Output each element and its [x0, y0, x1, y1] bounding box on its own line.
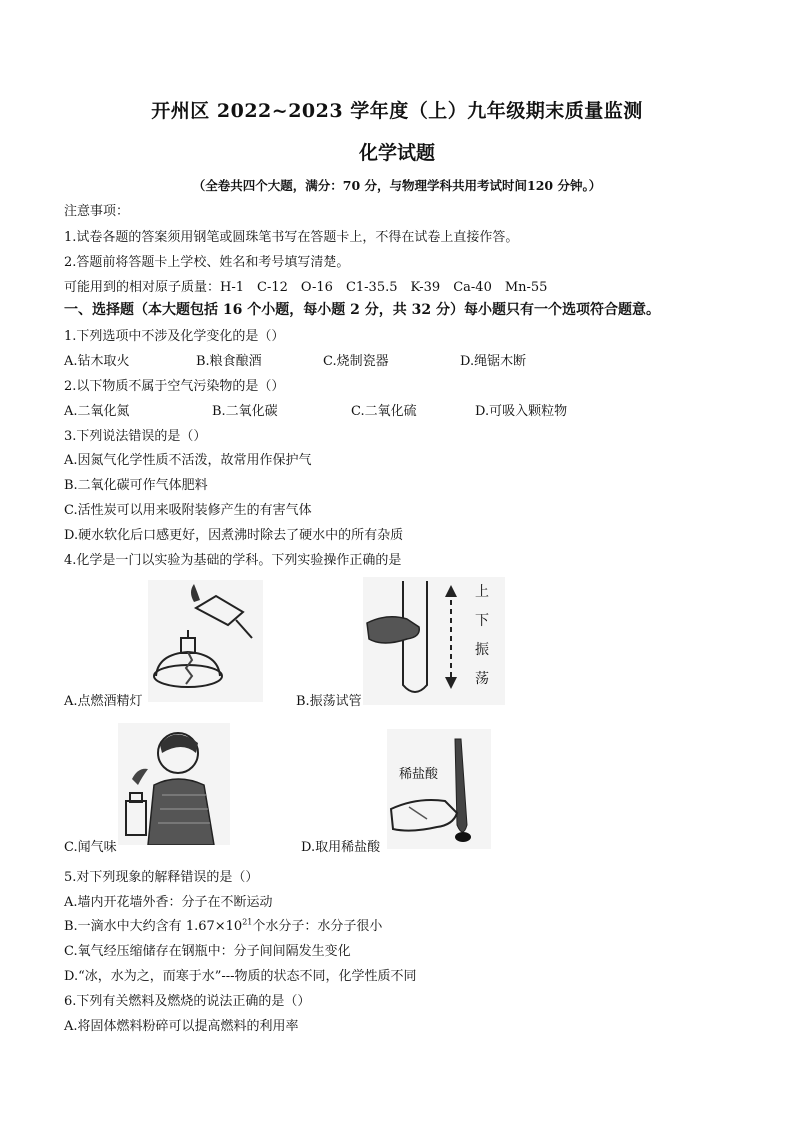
q5-stem: 5.对下列现象的解释错误的是（）	[64, 870, 259, 885]
q2-option-a: A.二氧化氮	[64, 404, 130, 419]
q4-option-d: D.取用稀盐酸	[301, 840, 381, 855]
acid-dropper-figure	[387, 729, 491, 849]
q1-option-a: A.钻木取火	[64, 354, 130, 369]
notice-item-2: 2.答题前将答题卡上学校、姓名和考号填写清楚。	[64, 255, 350, 270]
q1-option-c: C.烧制瓷器	[323, 354, 389, 369]
q6-option-a: A.将固体燃料粉碎可以提高燃料的利用率	[64, 1019, 299, 1034]
alcohol-lamp-figure	[148, 580, 263, 702]
q6-stem: 6.下列有关燃料及燃烧的说法正确的是（）	[64, 994, 311, 1009]
q2-option-c: C.二氧化硫	[351, 404, 417, 419]
exam-subtitle: 化学试题	[358, 142, 435, 164]
q3-stem: 3.下列说法错误的是（）	[64, 429, 207, 444]
atomic-masses: 可能用到的相对原子质量：H-1 C-12 O-16 C1-35.5 K-39 Ca-40 Mn-55	[64, 280, 548, 295]
q5-option-b-post: 个水分子：水分子很小	[252, 919, 383, 934]
q5-option-b-exponent: 21	[242, 917, 253, 927]
q5-option-d: D.“冰，水为之，而寒于水”---物质的状态不同，化学性质不同	[64, 969, 417, 984]
q5-option-a: A.墙内开花墙外香：分子在不断运动	[64, 895, 273, 910]
shake-label-shake: 振	[475, 642, 489, 658]
notice-heading: 注意事项：	[64, 204, 130, 219]
q4-option-a: A.点燃酒精灯	[64, 694, 143, 709]
shake-label-down: 下	[475, 613, 489, 629]
q5-option-b	[64, 915, 382, 934]
q1-option-b: B.粮食酿酒	[196, 354, 262, 369]
q2-option-b: B.二氧化碳	[212, 404, 278, 419]
q3-option-d: D.硬水软化后口感更好，因煮沸时除去了硬水中的所有杂质	[64, 528, 404, 543]
q4-option-b: B.振荡试管	[296, 694, 362, 709]
smelling-figure	[118, 723, 230, 845]
q2-option-d: D.可吸入颗粒物	[475, 404, 568, 419]
notice-item-1: 1.试卷各题的答案须用钢笔或圆珠笔书写在答题卡上，不得在试卷上直接作答。	[64, 230, 519, 245]
q2-stem: 2.以下物质不属于空气污染物的是（）	[64, 379, 285, 394]
q5-option-c: C.氧气经压缩储存在钢瓶中：分子间间隔发生变化	[64, 944, 351, 959]
section-1-heading: 一、选择题（本大题包括 16 个小题，每小题 2 分，共 32 分）每小题只有一个选项符合题意。	[64, 302, 660, 318]
q4-stem: 4.化学是一门以实验为基础的学科。下列实验操作正确的是	[64, 553, 402, 568]
acid-label: 稀盐酸	[399, 767, 439, 782]
q3-option-b: B.二氧化碳可作气体肥料	[64, 478, 208, 493]
q3-option-a: A.因氮气化学性质不活泼，故常用作保护气	[64, 453, 312, 468]
q5-option-b-pre: B.一滴水中大约含有 1.67×10	[64, 919, 243, 934]
shake-label-up: 上	[475, 584, 489, 600]
exam-title: 开州区 2022~2023 学年度（上）九年级期末质量监测	[151, 100, 643, 122]
q1-option-d: D.绳锯木断	[460, 354, 527, 369]
shake-label-swing: 荡	[475, 671, 489, 687]
q4-option-c: C.闻气味	[64, 840, 117, 855]
exam-note: （全卷共四个大题，满分：70 分，与物理学科共用考试时间120 分钟。）	[192, 178, 602, 193]
q3-option-c: C.活性炭可以用来吸附装修产生的有害气体	[64, 503, 312, 518]
q1-stem: 1.下列选项中不涉及化学变化的是（）	[64, 329, 285, 344]
